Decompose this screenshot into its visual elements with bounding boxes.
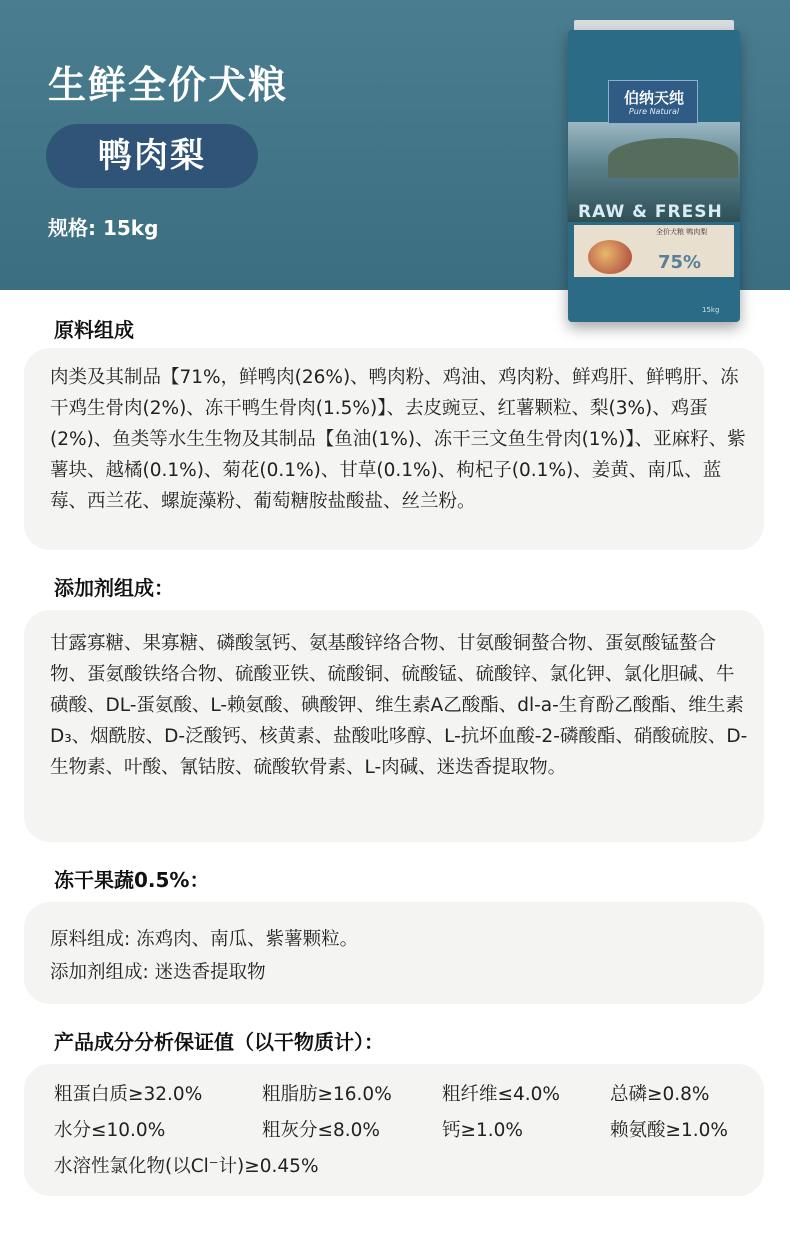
bag-body [568, 30, 740, 322]
bag-percent: 75% [658, 252, 702, 273]
bag-subtitle: 全价犬粮 鸭肉梨 [656, 228, 708, 236]
spec-label: 规格: 15kg [48, 216, 159, 240]
bag-brand-box [608, 80, 698, 124]
ingredients-card [24, 348, 764, 550]
hero-banner [0, 0, 790, 314]
freeze-dried-title: 冻干果蔬0.5%： [54, 868, 210, 892]
analysis-card [24, 1064, 764, 1196]
bag-hill [608, 138, 738, 178]
freeze-dried-line1: 原料组成: 冻鸡肉、南瓜、紫薯颗粒。 [50, 929, 359, 950]
analysis-value: 粗纤维≤4.0% [442, 1084, 561, 1105]
ingredients-text: 肉类及其制品【71%，鲜鸭肉(26%)、鸭肉粉、鸡油、鸡肉粉、鲜鸡肝、鲜鸭肝、冻干鸡生骨肉(2%)、冻干鸭生骨肉(1.5%)】、去皮豌豆、红薯颗粒、梨(3%)、鸡蛋(2%)、鱼类等水生生物及其制品【鱼油(1%)、冻干三文鱼生骨肉(1%)】、亚麻籽、紫薯块、越橘(0.1%)、菊花(0.1%)、甘草(0.1%)、枸杞子(0.1%)、姜黄、南瓜、蓝莓、西兰花、螺旋藻粉、葡萄糖胺盐酸盐、丝兰粉。 [50, 367, 746, 512]
bag-food-illustration [588, 240, 632, 274]
freeze-dried-line2: 添加剂组成: 迷迭香提取物 [50, 962, 266, 983]
product-bag-image [568, 20, 740, 325]
analysis-value: 粗灰分≤8.0% [262, 1120, 381, 1141]
analysis-value: 赖氨酸≥1.0% [610, 1120, 729, 1141]
freeze-dried-card [24, 902, 764, 1004]
analysis-value: 水分≤10.0% [54, 1120, 166, 1141]
additives-card [24, 610, 764, 842]
flavor-label: 鸭肉梨 [98, 136, 206, 176]
bag-weight: 15kg [702, 306, 720, 314]
analysis-value: 水溶性氯化物(以Cl⁻计)≥0.45% [54, 1156, 319, 1177]
analysis-value: 粗脂肪≥16.0% [262, 1084, 392, 1105]
analysis-value: 粗蛋白质≥32.0% [54, 1084, 203, 1105]
additives-title: 添加剂组成： [54, 576, 174, 600]
bag-line-name: RAW & FRESH [578, 202, 723, 222]
additives-text: 甘露寡糖、果寡糖、磷酸氢钙、氨基酸锌络合物、甘氨酸铜螯合物、蛋氨酸锰螯合物、蛋氨酸铁络合物、硫酸亚铁、硫酸铜、硫酸锰、硫酸锌、氯化钾、氯化胆碱、牛磺酸、DL-蛋氨酸、L-赖氨酸、碘酸钾、维生素A乙酸酯、dl-a-生育酚乙酸酯、维生素D₃、烟酰胺、D-泛酸钙、核黄素、盐酸吡哆醇、L-抗坏血酸-2-磷酸酯、硝酸硫胺、D-生物素、叶酸、氰钴胺、硫酸软骨素、L-肉碱、迷迭香提取物。 [50, 633, 748, 778]
ingredients-title: 原料组成 [54, 318, 134, 342]
analysis-value: 总磷≥0.8% [610, 1084, 710, 1105]
analysis-title: 产品成分分析保证值（以干物质计）： [54, 1030, 384, 1054]
analysis-value: 钙≥1.0% [442, 1120, 524, 1141]
flavor-badge [46, 124, 258, 188]
bag-brand-name: 伯纳天纯 [623, 89, 684, 107]
bag-brand-en: Pure Natural [628, 107, 680, 116]
hero-title: 生鲜全价犬粮 [48, 63, 289, 107]
